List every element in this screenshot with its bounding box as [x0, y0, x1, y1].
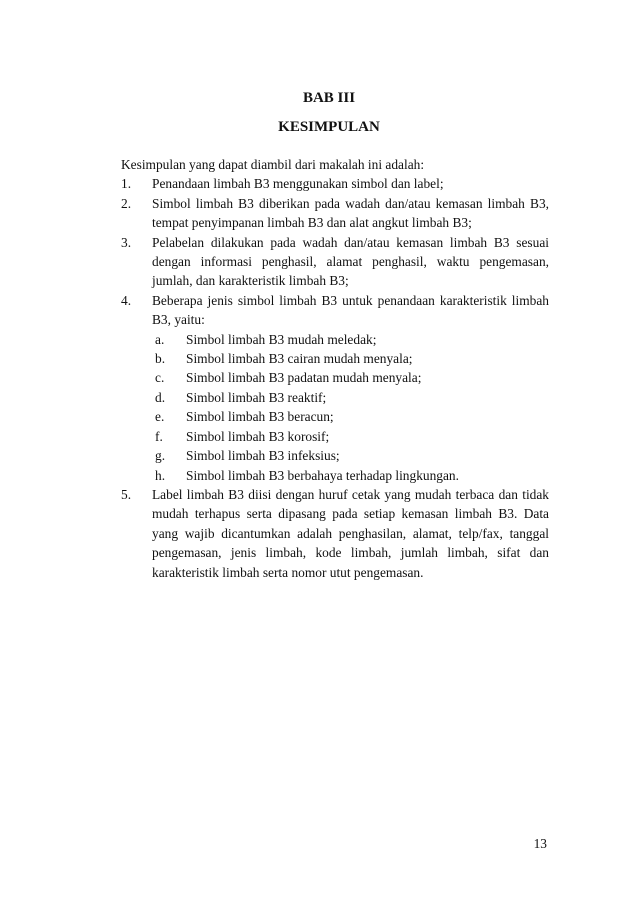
- sub-list-item-letter: h.: [155, 467, 166, 483]
- list-item: [121, 194, 549, 233]
- sub-list-item-letter: f.: [155, 428, 163, 444]
- sub-list-item-letter: a.: [155, 331, 165, 347]
- sub-list-item-text: Simbol limbah B3 reaktif;: [186, 389, 327, 405]
- intro-paragraph: Kesimpulan yang dapat diambil dari makalah ini adalah:: [121, 157, 425, 172]
- list-item: [121, 291, 549, 330]
- sub-list-item-text: Simbol limbah B3 padatan mudah menyala;: [186, 370, 422, 386]
- list-item-text: Beberapa jenis simbol limbah B3 untuk penandaan karakteristik limbah B3, yaitu:: [152, 292, 549, 328]
- sub-list-item-letter: c.: [155, 370, 165, 386]
- list-item: [121, 233, 549, 291]
- sub-list-item: [155, 388, 549, 407]
- sub-list-item-letter: d.: [155, 389, 166, 405]
- sub-list-item: [155, 466, 549, 485]
- list-item: [121, 485, 549, 582]
- list-item-text: Penandaan limbah B3 menggunakan simbol dan label;: [152, 176, 444, 192]
- sub-list-item: [155, 446, 549, 465]
- list-item-number: 5.: [121, 486, 132, 502]
- sub-list-item-text: Simbol limbah B3 mudah meledak;: [186, 331, 377, 347]
- sub-list-item: [155, 349, 549, 368]
- sub-list-item-letter: b.: [155, 351, 166, 367]
- chapter-number: BAB III: [302, 90, 356, 106]
- sub-list-item-text: Simbol limbah B3 korosif;: [186, 428, 330, 444]
- sub-list-item: [155, 427, 549, 446]
- list-item-number: 4.: [121, 292, 132, 308]
- sub-list-item-letter: e.: [155, 409, 165, 425]
- sub-list-item-letter: g.: [155, 448, 166, 464]
- chapter-title: KESIMPULAN: [278, 119, 380, 135]
- conclusion-body: [121, 155, 549, 582]
- list-item-number: 2.: [121, 195, 132, 211]
- sub-list-item-text: Simbol limbah B3 cairan mudah menyala;: [186, 351, 413, 367]
- list-item-text: Pelabelan dilakukan pada wadah dan/atau kemasan limbah B3 sesuai dengan informasi penghasil, alamat penghasil, waktu pengemasan, jumlah, dan karakteristik limbah B3;: [152, 234, 549, 289]
- sub-list-item: [155, 407, 549, 426]
- sub-list-item-text: Simbol limbah B3 berbahaya terhadap lingkungan.: [186, 467, 459, 483]
- sub-list-item: [155, 368, 549, 387]
- list-item-number: 1.: [121, 176, 132, 192]
- sub-list-item-text: Simbol limbah B3 infeksius;: [186, 448, 340, 464]
- list-item-text: Label limbah B3 diisi dengan huruf cetak yang mudah terbaca dan tidak mudah terhapus serta dipasang pada setiap kemasan limbah B3. Data yang wajib dicantumkan adalah penghasilan, alamat, telp/fax, tanggal pengemasan, jenis limbah, kode limbah, jumlah limbah, sifat dan karakteristik limbah serta nomor utut pengemasan.: [152, 486, 549, 580]
- list-item-number: 3.: [121, 234, 132, 250]
- sub-list-item-text: Simbol limbah B3 beracun;: [186, 409, 334, 425]
- list-item: [121, 174, 549, 193]
- sub-list-item: [155, 330, 549, 349]
- list-item-text: Simbol limbah B3 diberikan pada wadah dan/atau kemasan limbah B3, tempat penyimpanan limbah B3 dan alat angkut limbah B3;: [152, 195, 549, 231]
- page-number: 13: [533, 836, 547, 851]
